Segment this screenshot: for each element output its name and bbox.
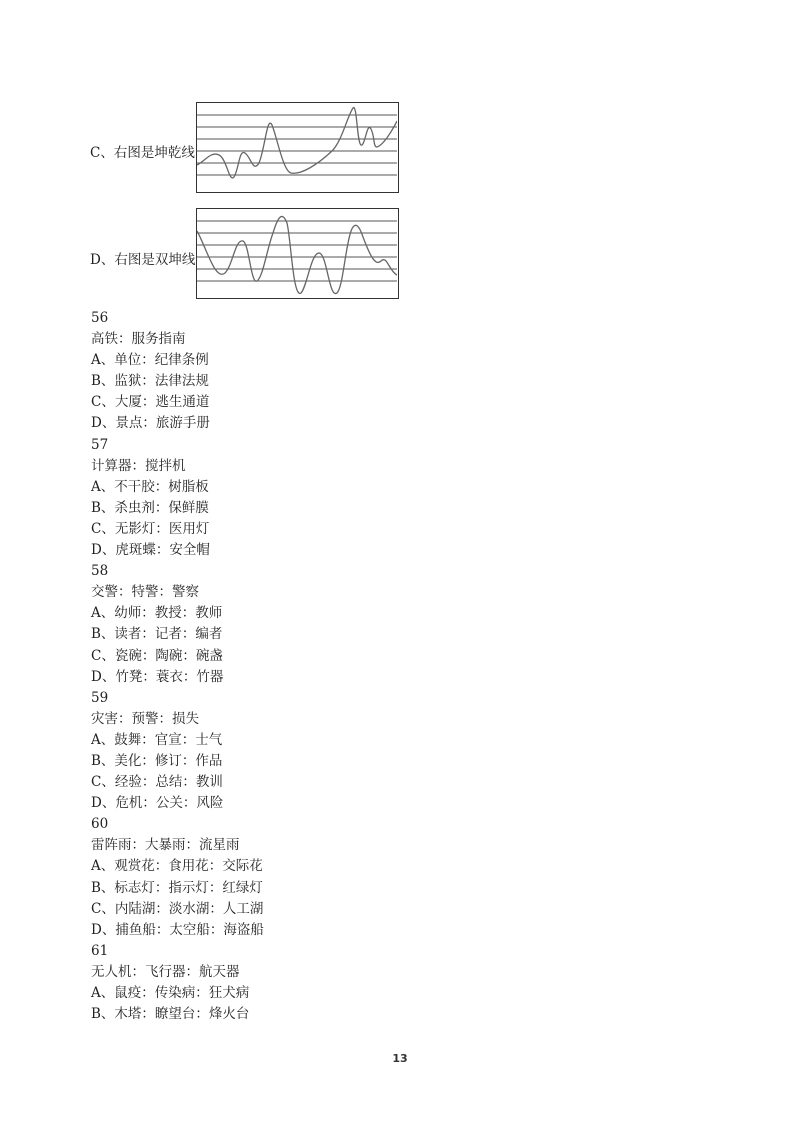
question-option: A、鼓舞：官宣：士气	[91, 731, 223, 748]
figure-c-line-chart	[196, 102, 399, 193]
question-stem: 高铁：服务指南	[91, 331, 186, 348]
figure-d-curve	[197, 216, 397, 293]
question-number: 59	[91, 689, 109, 706]
question-option: D、竹凳：蓑衣：竹器	[91, 668, 224, 685]
question-option: B、监狱：法律法规	[91, 373, 209, 390]
question-stem: 灾害：预警：损失	[91, 710, 199, 727]
question-option: A、鼠疫：传染病：狂犬病	[91, 985, 250, 1001]
option-c-text: C、右图是坤乾线	[90, 145, 195, 161]
question-stem: 交警：特警：警察	[91, 584, 199, 601]
question-number: 61	[91, 942, 109, 959]
question-option: D、虎斑蝶：安全帽	[91, 542, 210, 559]
question-option: A、单位：纪律条例	[91, 352, 209, 369]
question-option: C、大厦：逃生通道	[91, 394, 210, 411]
question-option: D、捕鱼船：太空船：海盗船	[91, 921, 264, 938]
question-stem: 计算器：搅拌机	[91, 457, 186, 474]
question-option: A、幼师：教授：教师	[91, 605, 223, 622]
question-option: B、读者：记者：编者	[91, 626, 223, 643]
question-stem: 雷阵雨：大暴雨：流星雨	[91, 837, 240, 854]
figure-c-curve	[197, 108, 397, 178]
question-option: A、不干胶：树脂板	[91, 478, 209, 495]
question-number: 56	[91, 310, 109, 326]
question-number: 58	[91, 563, 109, 580]
option-d-text: D、右图是双坤线	[90, 252, 196, 268]
question-stem: 无人机：飞行器：航天器	[91, 963, 240, 980]
question-option: B、标志灯：指示灯：红绿灯	[91, 879, 263, 896]
page-number: 13	[392, 1052, 408, 1065]
question-option: D、危机：公关：风险	[91, 795, 224, 812]
question-option: C、无影灯：医用灯	[91, 520, 210, 537]
figure-d-svg	[197, 209, 397, 297]
question-option: B、木塔：瞭望台：烽火台	[91, 1006, 250, 1023]
question-option: C、瓷碗：陶碗：碗盏	[91, 647, 223, 664]
question-option: B、杀虫剂：保鲜膜	[91, 499, 209, 516]
figure-d-line-chart	[196, 208, 399, 299]
question-option: B、美化：修订：作品	[91, 752, 223, 769]
question-number: 57	[91, 436, 109, 453]
question-option: C、内陆湖：淡水湖：人工湖	[91, 900, 264, 917]
questions-block	[91, 308, 651, 1025]
question-option: C、经验：总结：教训	[91, 774, 223, 791]
figure-c-svg	[197, 103, 397, 191]
question-number: 60	[91, 816, 109, 833]
question-option: D、景点：旅游手册	[91, 415, 210, 432]
question-option: A、观赏花：食用花：交际花	[91, 858, 263, 875]
